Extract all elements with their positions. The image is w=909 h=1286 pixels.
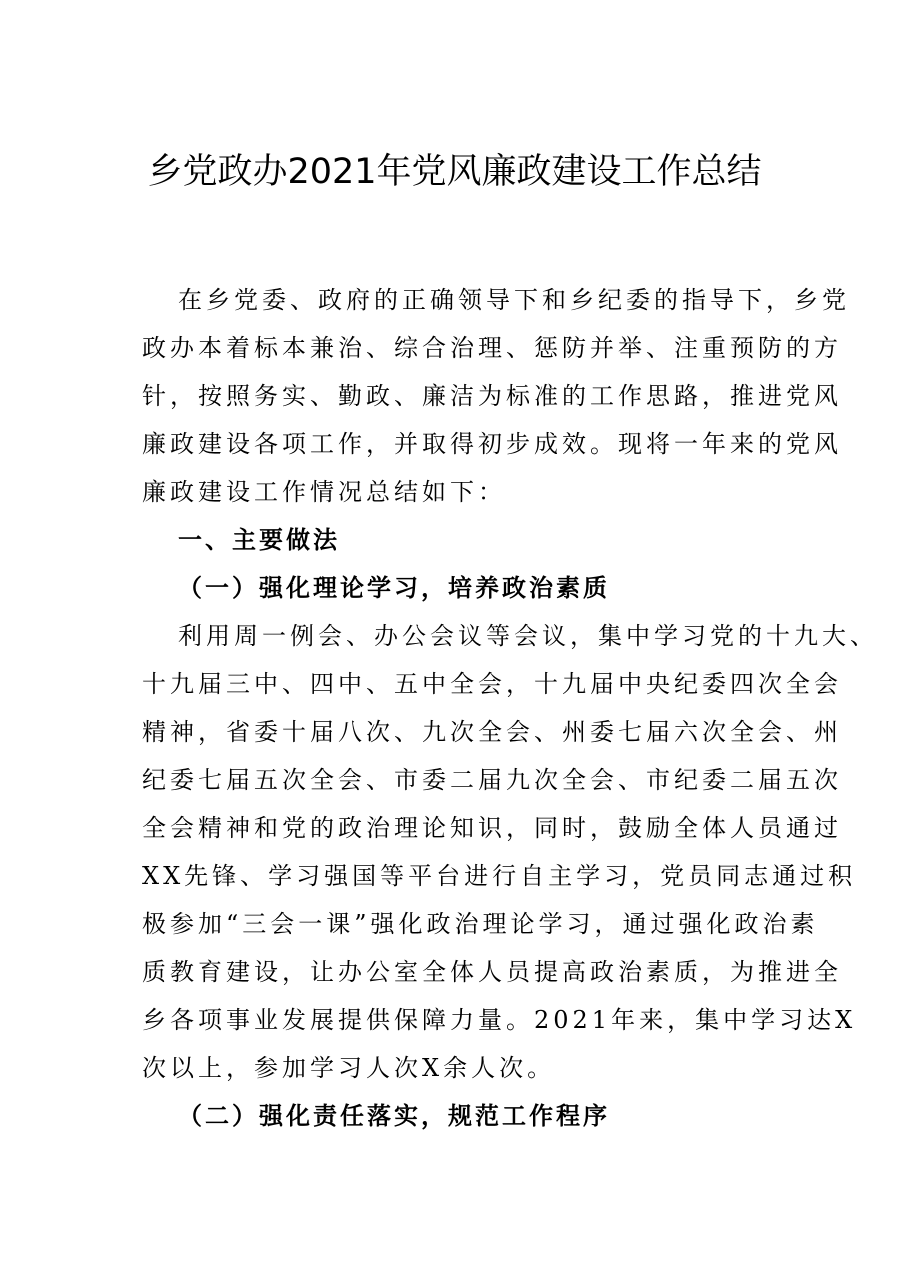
subsection1-line-7: 极参加“三会一课”强化政治理论学习，通过强化政治素 [142,910,819,938]
subsection-heading-1: （一）强化理论学习，培养政治素质 [178,573,610,602]
subsection1-line-6: XX先锋、学习强国等平台进行自主学习，党员同志通过积 [142,862,857,890]
subsection1-line-9: 乡各项事业发展提供保障力量。2021年来，集中学习达X [142,1006,857,1034]
document-title: 乡党政办2021年党风廉政建设工作总结 [147,152,762,192]
section-heading-main-practices: 一、主要做法 [178,525,340,554]
subsection1-line-2: 十九届三中、四中、五中全会，十九届中央纪委四次全会 [142,670,842,698]
subsection1-line-10: 次以上，参加学习人次X余人次。 [142,1054,556,1082]
subsection1-line-5: 全会精神和党的政治理论知识，同时，鼓励全体人员通过 [142,814,842,842]
subsection1-line-1: 利用周一例会、办公会议等会议，集中学习党的十九大、 [178,622,878,650]
subsection1-line-4: 纪委七届五次全会、市委二届九次全会、市纪委二届五次 [142,766,842,794]
intro-line-3: 针，按照务实、勤政、廉洁为标准的工作思路，推进党风 [142,382,842,410]
intro-line-4: 廉政建设各项工作，并取得初步成效。现将一年来的党风 [142,430,842,458]
intro-line-5: 廉政建设工作情况总结如下： [142,478,506,506]
subsection-heading-2: （二）强化责任落实，规范工作程序 [178,1101,610,1130]
intro-line-1: 在乡党委、政府的正确领导下和乡纪委的指导下，乡党 [178,286,850,314]
subsection1-line-3: 精神，省委十届八次、九次全会、州委七届六次全会、州 [142,718,842,746]
intro-line-2: 政办本着标本兼治、综合治理、惩防并举、注重预防的方 [142,334,842,362]
subsection1-line-8: 质教育建设，让办公室全体人员提高政治素质，为推进全 [142,958,842,986]
